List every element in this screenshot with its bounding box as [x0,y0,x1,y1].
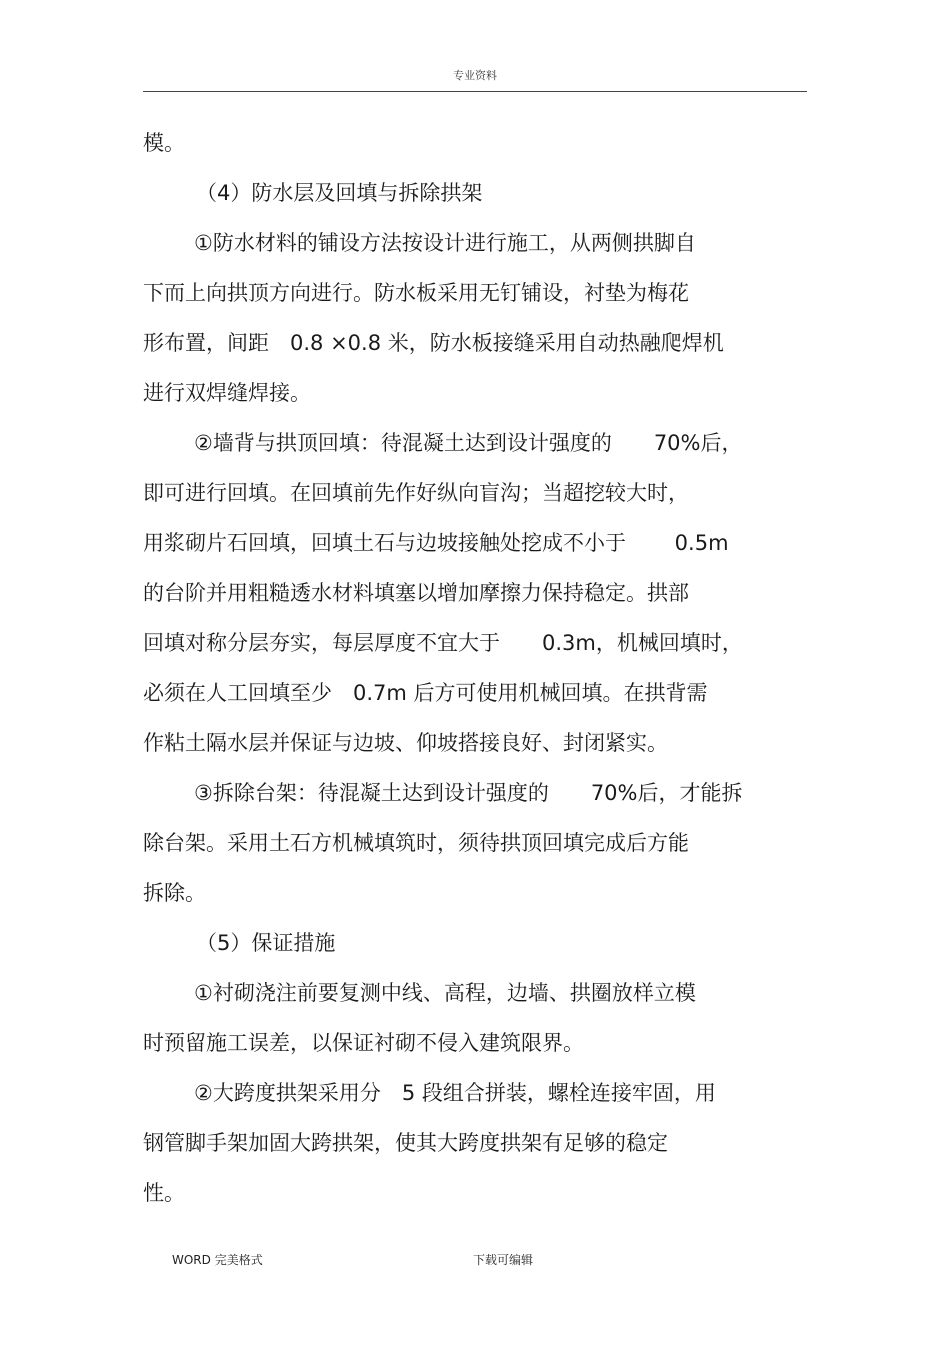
body-line: ①衬砌浇注前要复测中线、高程，边墙、拱圈放样立模 [194,981,696,1005]
body-line: 进行双焊缝焊接。 [143,381,311,405]
page-header: 专业资料 [453,69,497,82]
body-line: 下而上向拱顶方向进行。防水板采用无钉铺设，衬垫为梅花 [143,281,689,305]
body-line: 必须在人工回填至少 0.7m 后方可使用机械回填。在拱背需 [143,681,708,705]
body-line: 回填对称分层夯实，每层厚度不宜大于 0.3m，机械回填时， [143,631,743,655]
section-heading: （5）保证措施 [196,931,336,955]
body-line: 作粘土隔水层并保证与边坡、仰坡搭接良好、封闭紧实。 [143,731,668,755]
body-line: 时预留施工误差，以保证衬砌不侵入建筑限界。 [143,1031,584,1055]
footer-left-text: WORD 完美格式 [172,1253,263,1267]
body-line: 即可进行回填。在回填前先作好纵向盲沟；当超挖较大时， [143,481,689,505]
body-line: ③拆除台架：待混凝土达到设计强度的 70%后，才能拆 [194,781,743,805]
body-line: 用浆砌片石回填，回填土石与边坡接触处挖成不小于 0.5m [143,531,729,555]
body-line: ②墙背与拱顶回填：待混凝土达到设计强度的 70%后， [194,431,743,455]
body-line: 的台阶并用粗糙透水材料填塞以增加摩擦力保持稳定。拱部 [143,581,689,605]
body-line: 模。 [143,131,185,155]
body-line: 形布置，间距 0.8 ×0.8 米，防水板接缝采用自动热融爬焊机 [143,331,724,355]
body-line: 除台架。采用土石方机械填筑时，须待拱顶回填完成后方能 [143,831,689,855]
body-line: 钢管脚手架加固大跨拱架，使其大跨度拱架有足够的稳定 [143,1131,668,1155]
footer-right-text: 下载可编辑 [473,1253,534,1267]
body-line: 性。 [143,1181,185,1205]
body-line: ①防水材料的铺设方法按设计进行施工，从两侧拱脚自 [194,231,696,255]
section-heading: （4）防水层及回填与拆除拱架 [196,181,483,205]
body-line: 拆除。 [143,881,206,905]
body-line: ②大跨度拱架采用分 5 段组合拼装，螺栓连接牢固，用 [194,1081,716,1105]
header-divider [143,91,807,92]
